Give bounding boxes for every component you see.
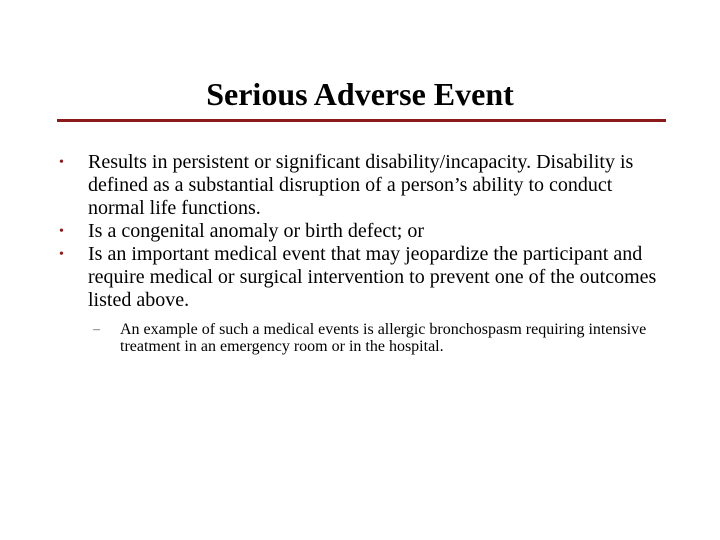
bullet-text: Is a congenital anomaly or birth defect; or bbox=[88, 220, 424, 242]
bullet-text: Is an important medical event that may jeopardize the participant and require medical or surgical intervention to prevent one of the outcomes listed above. bbox=[88, 243, 657, 311]
title-divider bbox=[57, 119, 666, 122]
sub-bullet-text: An example of such a medical events is allergic bronchospasm requiring intensive treatment in an emergency room or in the hospital. bbox=[120, 321, 647, 355]
bullet-marker: • bbox=[59, 224, 64, 239]
sub-bullet-marker: – bbox=[93, 322, 100, 337]
sub-bullet-item bbox=[56, 321, 666, 355]
bullet-item bbox=[56, 151, 666, 220]
bullet-marker: • bbox=[59, 247, 64, 262]
bullet-list bbox=[56, 151, 666, 371]
bullet-text: Results in persistent or significant disability/incapacity. Disability is defined as a substantial disruption of a person’s ability to conduct normal life functions. bbox=[88, 151, 634, 219]
bullet-marker: • bbox=[59, 155, 64, 170]
slide-title: Serious Adverse Event bbox=[206, 76, 514, 112]
bullet-item bbox=[56, 243, 666, 312]
bullet-item bbox=[56, 220, 666, 243]
